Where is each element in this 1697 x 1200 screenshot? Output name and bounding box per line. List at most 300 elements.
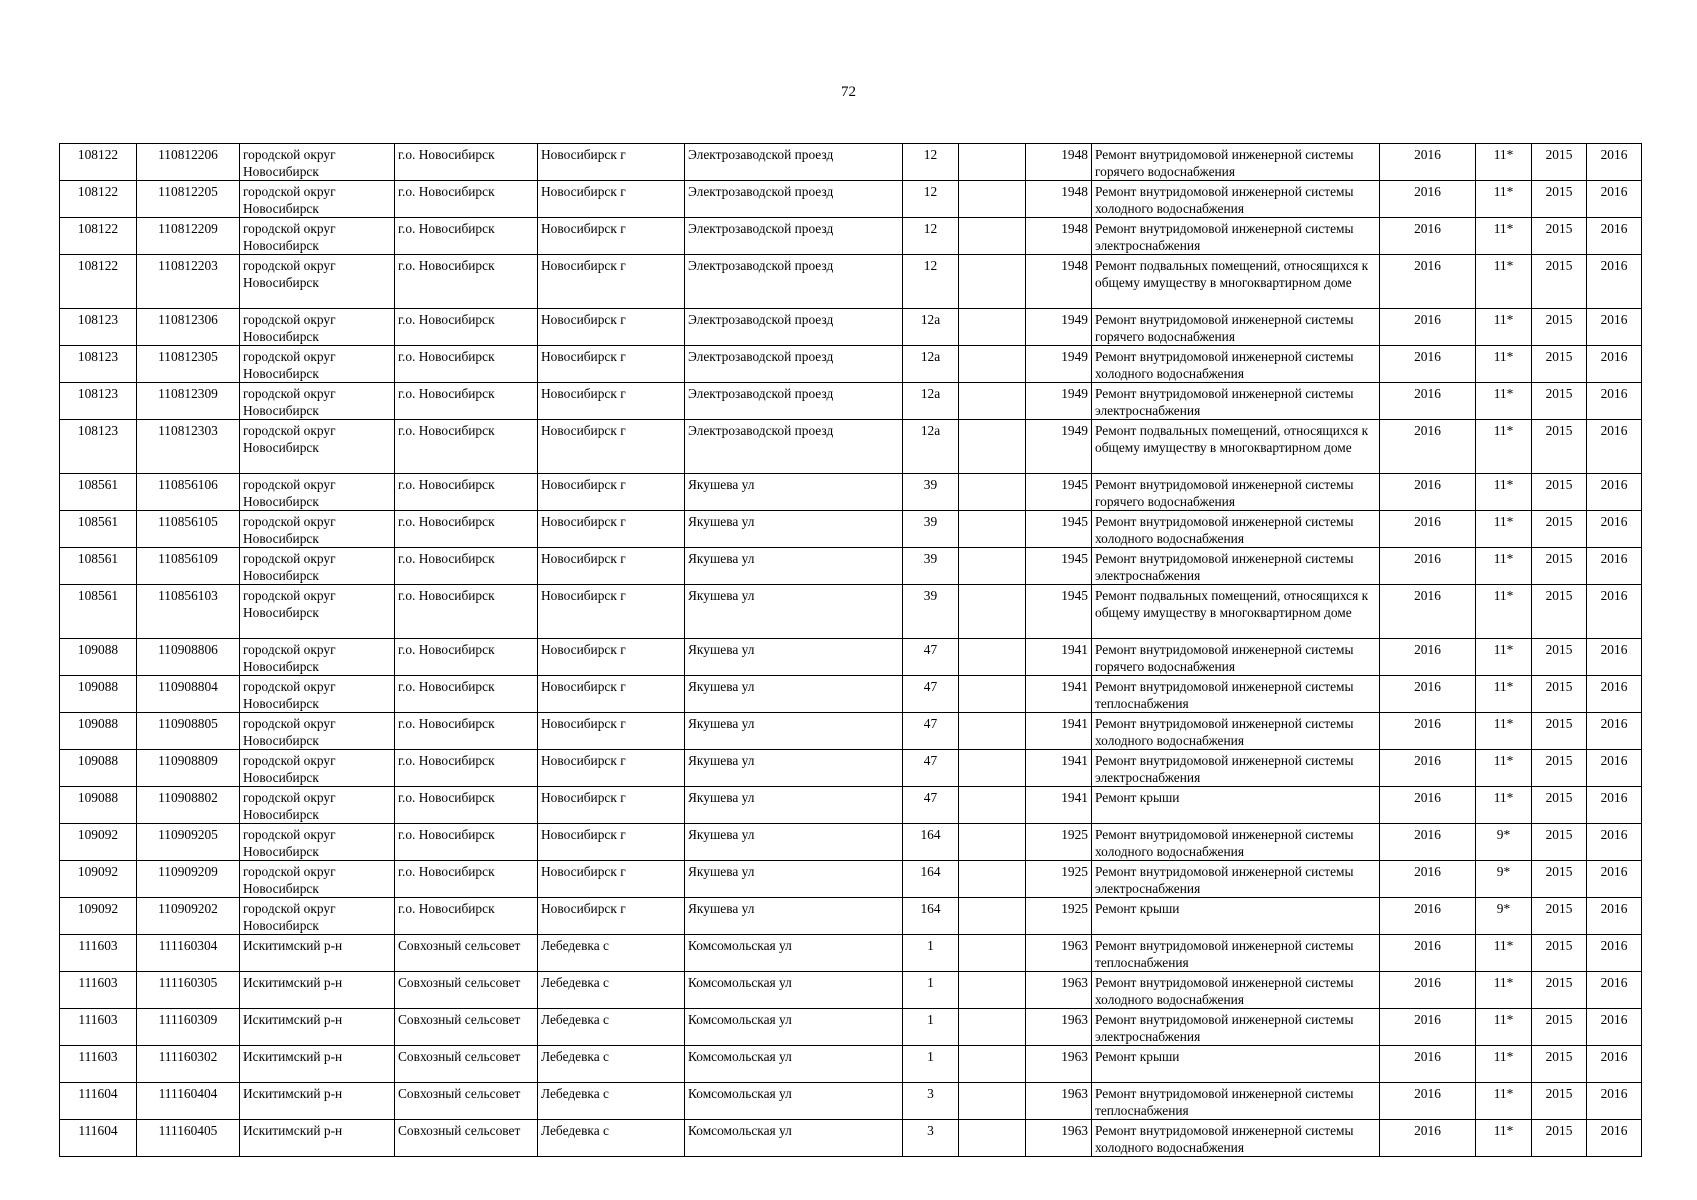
table-row [60, 1083, 1642, 1120]
cell-plan-year: 2016 [1380, 144, 1476, 181]
cell-year-built: 1963 [1026, 1046, 1092, 1083]
cell-work-type: Ремонт внутридомовой инженерной системы холодного водоснабжения [1092, 713, 1380, 750]
cell-record-id: 110856105 [137, 511, 240, 548]
cell-floors: 11* [1476, 585, 1532, 639]
cell-settlement: Совхозный сельсовет [395, 1009, 538, 1046]
cell-municipality: городской округ Новосибирск [240, 824, 395, 861]
cell-end-year: 2016 [1587, 750, 1642, 787]
page-number: 72 [841, 84, 856, 100]
cell-settlement: г.о. Новосибирск [395, 639, 538, 676]
cell-settlement: г.о. Новосибирск [395, 861, 538, 898]
cell-floors: 11* [1476, 309, 1532, 346]
cell-work-type: Ремонт внутридомовой инженерной системы горячего водоснабжения [1092, 309, 1380, 346]
cell-building [959, 511, 1026, 548]
cell-settlement: г.о. Новосибирск [395, 474, 538, 511]
cell-end-year: 2016 [1587, 824, 1642, 861]
cell-street: Якушева ул [685, 676, 903, 713]
table-row [60, 1046, 1642, 1083]
cell-house-number: 3 [903, 1120, 959, 1157]
cell-start-year: 2015 [1532, 1120, 1587, 1157]
table-row [60, 824, 1642, 861]
cell-work-type: Ремонт крыши [1092, 787, 1380, 824]
cell-year-built: 1948 [1026, 218, 1092, 255]
cell-house-id: 111603 [60, 935, 137, 972]
cell-municipality: городской округ Новосибирск [240, 639, 395, 676]
cell-work-type: Ремонт внутридомовой инженерной системы электроснабжения [1092, 750, 1380, 787]
cell-floors: 11* [1476, 1083, 1532, 1120]
cell-floors: 11* [1476, 676, 1532, 713]
cell-street: Электрозаводской проезд [685, 255, 903, 309]
cell-house-number: 3 [903, 1083, 959, 1120]
cell-record-id: 110908809 [137, 750, 240, 787]
cell-building [959, 713, 1026, 750]
cell-work-type: Ремонт внутридомовой инженерной системы горячего водоснабжения [1092, 639, 1380, 676]
cell-year-built: 1948 [1026, 144, 1092, 181]
cell-work-type: Ремонт внутридомовой инженерной системы теплоснабжения [1092, 676, 1380, 713]
cell-house-number: 47 [903, 676, 959, 713]
cell-start-year: 2015 [1532, 218, 1587, 255]
cell-house-id: 111604 [60, 1083, 137, 1120]
cell-start-year: 2015 [1532, 972, 1587, 1009]
cell-start-year: 2015 [1532, 676, 1587, 713]
cell-record-id: 110812309 [137, 383, 240, 420]
cell-house-number: 1 [903, 972, 959, 1009]
cell-street: Электрозаводской проезд [685, 144, 903, 181]
cell-house-number: 39 [903, 548, 959, 585]
cell-end-year: 2016 [1587, 1083, 1642, 1120]
cell-floors: 9* [1476, 898, 1532, 935]
cell-end-year: 2016 [1587, 972, 1642, 1009]
cell-street: Якушева ул [685, 585, 903, 639]
cell-year-built: 1949 [1026, 383, 1092, 420]
table-row [60, 309, 1642, 346]
cell-end-year: 2016 [1587, 585, 1642, 639]
cell-end-year: 2016 [1587, 713, 1642, 750]
registry-table [59, 143, 1642, 1157]
cell-locality: Новосибирск г [538, 346, 685, 383]
table-row [60, 713, 1642, 750]
cell-start-year: 2015 [1532, 787, 1587, 824]
cell-house-number: 12а [903, 346, 959, 383]
cell-municipality: Искитимский р-н [240, 935, 395, 972]
cell-record-id: 110908806 [137, 639, 240, 676]
cell-record-id: 111160304 [137, 935, 240, 972]
cell-plan-year: 2016 [1380, 750, 1476, 787]
cell-locality: Новосибирск г [538, 585, 685, 639]
cell-municipality: Искитимский р-н [240, 972, 395, 1009]
cell-plan-year: 2016 [1380, 383, 1476, 420]
cell-building [959, 639, 1026, 676]
cell-locality: Лебедевка с [538, 1046, 685, 1083]
cell-locality: Новосибирск г [538, 824, 685, 861]
cell-house-id: 108561 [60, 511, 137, 548]
cell-locality: Новосибирск г [538, 750, 685, 787]
cell-street: Комсомольская ул [685, 935, 903, 972]
cell-start-year: 2015 [1532, 898, 1587, 935]
cell-floors: 11* [1476, 474, 1532, 511]
cell-end-year: 2016 [1587, 309, 1642, 346]
cell-settlement: г.о. Новосибирск [395, 218, 538, 255]
cell-locality: Новосибирск г [538, 861, 685, 898]
cell-floors: 11* [1476, 1009, 1532, 1046]
cell-plan-year: 2016 [1380, 824, 1476, 861]
cell-end-year: 2016 [1587, 474, 1642, 511]
cell-municipality: городской округ Новосибирск [240, 861, 395, 898]
cell-settlement: г.о. Новосибирск [395, 548, 538, 585]
cell-end-year: 2016 [1587, 144, 1642, 181]
cell-settlement: г.о. Новосибирск [395, 346, 538, 383]
cell-building [959, 1120, 1026, 1157]
table-row [60, 585, 1642, 639]
cell-house-number: 12 [903, 255, 959, 309]
cell-plan-year: 2016 [1380, 218, 1476, 255]
cell-record-id: 110856106 [137, 474, 240, 511]
cell-building [959, 750, 1026, 787]
table-row [60, 898, 1642, 935]
cell-locality: Новосибирск г [538, 474, 685, 511]
cell-plan-year: 2016 [1380, 346, 1476, 383]
cell-municipality: Искитимский р-н [240, 1120, 395, 1157]
cell-street: Комсомольская ул [685, 1009, 903, 1046]
cell-floors: 11* [1476, 218, 1532, 255]
cell-municipality: городской округ Новосибирск [240, 676, 395, 713]
cell-plan-year: 2016 [1380, 972, 1476, 1009]
cell-locality: Лебедевка с [538, 1120, 685, 1157]
cell-municipality: городской округ Новосибирск [240, 144, 395, 181]
cell-year-built: 1925 [1026, 898, 1092, 935]
cell-plan-year: 2016 [1380, 474, 1476, 511]
cell-work-type: Ремонт внутридомовой инженерной системы холодного водоснабжения [1092, 1120, 1380, 1157]
cell-settlement: г.о. Новосибирск [395, 787, 538, 824]
cell-plan-year: 2016 [1380, 309, 1476, 346]
cell-start-year: 2015 [1532, 181, 1587, 218]
cell-house-number: 12 [903, 144, 959, 181]
cell-year-built: 1963 [1026, 1083, 1092, 1120]
cell-work-type: Ремонт крыши [1092, 898, 1380, 935]
cell-settlement: г.о. Новосибирск [395, 511, 538, 548]
cell-municipality: городской округ Новосибирск [240, 548, 395, 585]
cell-locality: Новосибирск г [538, 787, 685, 824]
cell-house-number: 39 [903, 511, 959, 548]
cell-house-number: 164 [903, 898, 959, 935]
table-row [60, 1120, 1642, 1157]
cell-plan-year: 2016 [1380, 935, 1476, 972]
cell-plan-year: 2016 [1380, 511, 1476, 548]
cell-street: Комсомольская ул [685, 972, 903, 1009]
cell-plan-year: 2016 [1380, 639, 1476, 676]
cell-municipality: городской округ Новосибирск [240, 383, 395, 420]
cell-municipality: городской округ Новосибирск [240, 585, 395, 639]
cell-settlement: г.о. Новосибирск [395, 713, 538, 750]
table-row [60, 787, 1642, 824]
cell-settlement: г.о. Новосибирск [395, 898, 538, 935]
cell-year-built: 1941 [1026, 750, 1092, 787]
cell-locality: Новосибирск г [538, 255, 685, 309]
cell-end-year: 2016 [1587, 1009, 1642, 1046]
cell-record-id: 111160309 [137, 1009, 240, 1046]
cell-house-id: 109092 [60, 861, 137, 898]
cell-record-id: 110812303 [137, 420, 240, 474]
cell-work-type: Ремонт внутридомовой инженерной системы теплоснабжения [1092, 935, 1380, 972]
cell-record-id: 110812205 [137, 181, 240, 218]
cell-plan-year: 2016 [1380, 181, 1476, 218]
cell-building [959, 420, 1026, 474]
cell-record-id: 111160404 [137, 1083, 240, 1120]
cell-building [959, 548, 1026, 585]
cell-locality: Новосибирск г [538, 218, 685, 255]
cell-locality: Новосибирск г [538, 181, 685, 218]
cell-record-id: 110909205 [137, 824, 240, 861]
cell-municipality: Искитимский р-н [240, 1009, 395, 1046]
cell-building [959, 144, 1026, 181]
cell-house-id: 108123 [60, 346, 137, 383]
cell-start-year: 2015 [1532, 935, 1587, 972]
cell-street: Комсомольская ул [685, 1120, 903, 1157]
table-row [60, 1009, 1642, 1046]
cell-settlement: г.о. Новосибирск [395, 585, 538, 639]
cell-floors: 11* [1476, 972, 1532, 1009]
cell-municipality: городской округ Новосибирск [240, 474, 395, 511]
cell-settlement: Совхозный сельсовет [395, 935, 538, 972]
cell-building [959, 898, 1026, 935]
cell-start-year: 2015 [1532, 383, 1587, 420]
cell-street: Электрозаводской проезд [685, 420, 903, 474]
cell-street: Комсомольская ул [685, 1083, 903, 1120]
cell-locality: Новосибирск г [538, 713, 685, 750]
cell-building [959, 787, 1026, 824]
cell-record-id: 110909209 [137, 861, 240, 898]
cell-record-id: 110812305 [137, 346, 240, 383]
cell-building [959, 474, 1026, 511]
cell-start-year: 2015 [1532, 861, 1587, 898]
table-row [60, 144, 1642, 181]
cell-settlement: Совхозный сельсовет [395, 972, 538, 1009]
table-row [60, 676, 1642, 713]
cell-start-year: 2015 [1532, 1009, 1587, 1046]
cell-house-number: 39 [903, 474, 959, 511]
cell-street: Якушева ул [685, 548, 903, 585]
cell-street: Электрозаводской проезд [685, 218, 903, 255]
cell-building [959, 309, 1026, 346]
cell-locality: Новосибирск г [538, 511, 685, 548]
cell-house-number: 12а [903, 420, 959, 474]
cell-house-id: 108122 [60, 255, 137, 309]
cell-municipality: Искитимский р-н [240, 1046, 395, 1083]
cell-settlement: г.о. Новосибирск [395, 750, 538, 787]
cell-house-id: 108123 [60, 309, 137, 346]
cell-floors: 11* [1476, 750, 1532, 787]
cell-floors: 11* [1476, 1046, 1532, 1083]
cell-settlement: г.о. Новосибирск [395, 144, 538, 181]
cell-record-id: 110856103 [137, 585, 240, 639]
cell-street: Якушева ул [685, 898, 903, 935]
cell-end-year: 2016 [1587, 676, 1642, 713]
cell-work-type: Ремонт внутридомовой инженерной системы холодного водоснабжения [1092, 181, 1380, 218]
cell-plan-year: 2016 [1380, 861, 1476, 898]
cell-end-year: 2016 [1587, 861, 1642, 898]
cell-building [959, 824, 1026, 861]
cell-work-type: Ремонт внутридомовой инженерной системы горячего водоснабжения [1092, 474, 1380, 511]
cell-plan-year: 2016 [1380, 676, 1476, 713]
cell-building [959, 861, 1026, 898]
cell-end-year: 2016 [1587, 935, 1642, 972]
cell-year-built: 1941 [1026, 676, 1092, 713]
cell-street: Якушева ул [685, 639, 903, 676]
cell-plan-year: 2016 [1380, 255, 1476, 309]
cell-house-id: 109088 [60, 750, 137, 787]
table-row [60, 639, 1642, 676]
cell-locality: Новосибирск г [538, 383, 685, 420]
cell-house-id: 108122 [60, 218, 137, 255]
cell-work-type: Ремонт внутридомовой инженерной системы электроснабжения [1092, 861, 1380, 898]
cell-year-built: 1941 [1026, 787, 1092, 824]
cell-work-type: Ремонт крыши [1092, 1046, 1380, 1083]
cell-work-type: Ремонт внутридомовой инженерной системы электроснабжения [1092, 383, 1380, 420]
cell-record-id: 110812203 [137, 255, 240, 309]
cell-municipality: городской округ Новосибирск [240, 420, 395, 474]
cell-year-built: 1949 [1026, 420, 1092, 474]
cell-end-year: 2016 [1587, 420, 1642, 474]
cell-house-id: 108123 [60, 383, 137, 420]
table-row [60, 255, 1642, 309]
cell-record-id: 110812306 [137, 309, 240, 346]
cell-house-id: 108122 [60, 181, 137, 218]
cell-year-built: 1941 [1026, 713, 1092, 750]
cell-municipality: городской округ Новосибирск [240, 346, 395, 383]
cell-end-year: 2016 [1587, 181, 1642, 218]
cell-house-number: 164 [903, 824, 959, 861]
cell-municipality: городской округ Новосибирск [240, 255, 395, 309]
cell-plan-year: 2016 [1380, 1120, 1476, 1157]
cell-start-year: 2015 [1532, 420, 1587, 474]
cell-building [959, 383, 1026, 420]
cell-house-id: 108561 [60, 548, 137, 585]
cell-house-number: 12 [903, 218, 959, 255]
cell-end-year: 2016 [1587, 383, 1642, 420]
table-row [60, 548, 1642, 585]
cell-work-type: Ремонт внутридомовой инженерной системы холодного водоснабжения [1092, 824, 1380, 861]
cell-house-number: 47 [903, 639, 959, 676]
cell-street: Якушева ул [685, 713, 903, 750]
cell-plan-year: 2016 [1380, 898, 1476, 935]
cell-building [959, 676, 1026, 713]
cell-work-type: Ремонт подвальных помещений, относящихся к общему имуществу в многоквартирном доме [1092, 420, 1380, 474]
cell-municipality: городской округ Новосибирск [240, 218, 395, 255]
cell-municipality: городской округ Новосибирск [240, 750, 395, 787]
cell-municipality: городской округ Новосибирск [240, 181, 395, 218]
cell-floors: 9* [1476, 861, 1532, 898]
cell-floors: 11* [1476, 548, 1532, 585]
cell-house-number: 47 [903, 787, 959, 824]
cell-floors: 11* [1476, 420, 1532, 474]
cell-building [959, 255, 1026, 309]
table-row [60, 474, 1642, 511]
cell-street: Электрозаводской проезд [685, 309, 903, 346]
cell-house-id: 109088 [60, 713, 137, 750]
cell-building [959, 218, 1026, 255]
cell-plan-year: 2016 [1380, 787, 1476, 824]
cell-locality: Лебедевка с [538, 1083, 685, 1120]
cell-start-year: 2015 [1532, 255, 1587, 309]
cell-building [959, 181, 1026, 218]
cell-settlement: г.о. Новосибирск [395, 383, 538, 420]
cell-record-id: 111160302 [137, 1046, 240, 1083]
cell-house-id: 109092 [60, 824, 137, 861]
cell-locality: Новосибирск г [538, 420, 685, 474]
cell-year-built: 1948 [1026, 255, 1092, 309]
cell-end-year: 2016 [1587, 511, 1642, 548]
cell-municipality: городской округ Новосибирск [240, 787, 395, 824]
cell-street: Электрозаводской проезд [685, 181, 903, 218]
cell-building [959, 972, 1026, 1009]
cell-building [959, 1046, 1026, 1083]
table-row [60, 218, 1642, 255]
cell-house-number: 47 [903, 750, 959, 787]
cell-house-id: 109092 [60, 898, 137, 935]
cell-house-number: 47 [903, 713, 959, 750]
table-row [60, 420, 1642, 474]
cell-start-year: 2015 [1532, 1083, 1587, 1120]
cell-street: Якушева ул [685, 750, 903, 787]
cell-floors: 11* [1476, 713, 1532, 750]
cell-plan-year: 2016 [1380, 1083, 1476, 1120]
cell-plan-year: 2016 [1380, 585, 1476, 639]
cell-floors: 11* [1476, 511, 1532, 548]
cell-year-built: 1963 [1026, 1120, 1092, 1157]
cell-end-year: 2016 [1587, 218, 1642, 255]
cell-work-type: Ремонт подвальных помещений, относящихся к общему имуществу в многоквартирном доме [1092, 585, 1380, 639]
table-row [60, 346, 1642, 383]
cell-locality: Новосибирск г [538, 639, 685, 676]
cell-locality: Новосибирск г [538, 144, 685, 181]
cell-house-number: 1 [903, 935, 959, 972]
cell-street: Якушева ул [685, 824, 903, 861]
cell-floors: 11* [1476, 383, 1532, 420]
cell-plan-year: 2016 [1380, 713, 1476, 750]
cell-start-year: 2015 [1532, 713, 1587, 750]
cell-plan-year: 2016 [1380, 420, 1476, 474]
cell-locality: Новосибирск г [538, 898, 685, 935]
cell-record-id: 110909202 [137, 898, 240, 935]
cell-year-built: 1925 [1026, 824, 1092, 861]
table-row [60, 750, 1642, 787]
cell-end-year: 2016 [1587, 1046, 1642, 1083]
cell-settlement: Совхозный сельсовет [395, 1083, 538, 1120]
cell-work-type: Ремонт внутридомовой инженерной системы электроснабжения [1092, 548, 1380, 585]
cell-end-year: 2016 [1587, 898, 1642, 935]
cell-municipality: городской округ Новосибирск [240, 713, 395, 750]
cell-house-id: 108123 [60, 420, 137, 474]
cell-record-id: 111160405 [137, 1120, 240, 1157]
cell-settlement: г.о. Новосибирск [395, 676, 538, 713]
table-row [60, 972, 1642, 1009]
cell-work-type: Ремонт внутридомовой инженерной системы холодного водоснабжения [1092, 972, 1380, 1009]
cell-work-type: Ремонт внутридомовой инженерной системы горячего водоснабжения [1092, 144, 1380, 181]
cell-year-built: 1949 [1026, 346, 1092, 383]
cell-house-id: 108561 [60, 585, 137, 639]
cell-start-year: 2015 [1532, 824, 1587, 861]
table-row [60, 383, 1642, 420]
cell-floors: 11* [1476, 144, 1532, 181]
cell-record-id: 110812209 [137, 218, 240, 255]
cell-work-type: Ремонт внутридомовой инженерной системы холодного водоснабжения [1092, 511, 1380, 548]
cell-year-built: 1945 [1026, 511, 1092, 548]
cell-start-year: 2015 [1532, 548, 1587, 585]
cell-plan-year: 2016 [1380, 548, 1476, 585]
cell-floors: 11* [1476, 935, 1532, 972]
cell-street: Якушева ул [685, 787, 903, 824]
cell-start-year: 2015 [1532, 144, 1587, 181]
